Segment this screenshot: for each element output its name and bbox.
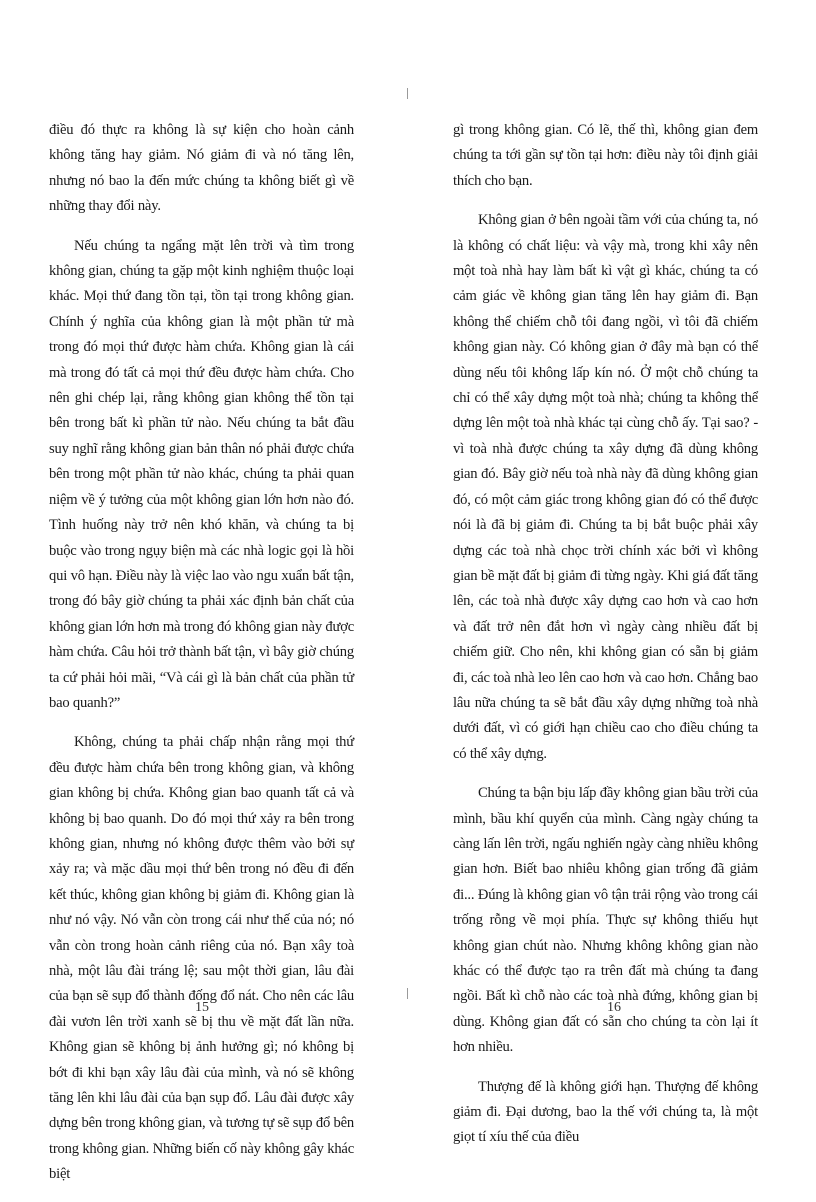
left-page-number: 15 — [195, 1000, 209, 1015]
gutter-mark-top — [407, 88, 408, 99]
left-paragraph-3: Không, chúng ta phải chấp nhận rằng mọi thứ đều được hàm chứa bên trong không gian, và không gian không bị chứa. Không gian bao quanh tất cả và không bị bao quanh. Do đó mọi thứ xảy ra bên trong không gian, nhưng nó không được thêm vào bởi sự xảy ra; và mặc dầu mọi thứ bên trong nó đều đi đến kết thúc, không gian không bị giảm đi. Không gian là như nó vậy. Nó vẫn còn trong cái như thế của nó; nó vẫn còn trong hoàn cảnh riêng của nó. Bạn xây toà nhà, một lâu đài tráng lệ; sau một thời gian, lâu đài của bạn sẽ sụp đổ thành đống đổ nát. Cho nên các lâu đài vươn lên trời xanh sẽ bị thu về mặt đất lần nữa. Không gian sẽ không bị ảnh hưởng gì; nó không bị bớt đi khi bạn xây lâu đài của mình, và nó sẽ không tăng lên khi lâu đài của bạn sụp đổ. Lâu đài được xây dựng bên trong không gian, và tương tự sẽ sụp đổ bên trong không gian. Những biến cố này không gây khác biệt — [49, 734, 354, 1183]
right-paragraph-2: Không gian ở bên ngoài tầm với của chúng ta, nó là không có chất liệu: và vậy mà, trong khi xây nên một toà nhà hay làm bất kì vật gì khác, chúng ta có cảm giác về không gian tăng lên hay giảm đi. Bạn không thể chiếm chỗ tôi đang ngồi, vì tôi đã chiếm không gian này. Có không gian ở đây mà bạn có thể dùng nếu tôi không lấp kín nó. Ở một chỗ chúng ta chỉ có thể xây dựng một toà nhà; chúng ta không thể dựng lên một toà nhà khác tại cùng chỗ ấy. Tại sao? - vì toà nhà được chúng ta xây dựng đã dùng không gian đó. Bây giờ nếu toà nhà này đã dùng không gian đó, có một cảm giác trong không gian đó có thể được nói là đã bị giảm đi. Chúng ta bị bắt buộc phải xây dựng các toà nhà chọc trời chính xác bởi vì không gian bề mặt đất bị giảm đi từng ngày. Khi giá đất tăng lên, các toà nhà được xây dựng cao hơn và cao hơn và đất trở nên đắt hơn vì ngày càng nhiều đất bị chiếm giữ. Cho nên, khi không gian có sẵn bị giảm đi, các toà nhà leo lên cao hơn và cao hơn. Chẳng bao lâu nữa chúng ta sẽ bắt đầu xây dựng những toà nhà dưới đất, vì có giới hạn chiều cao cho điều chúng ta có thể xây dựng. — [453, 212, 758, 762]
right-page-number: 16 — [607, 1000, 621, 1015]
right-paragraph-1: gì trong không gian. Có lẽ, thế thì, không gian đem chúng ta tới gần sự tồn tại hơn: điều này tôi định giải thích cho bạn. — [453, 122, 758, 189]
left-page-text — [49, 118, 354, 1202]
left-paragraph-1: điều đó thực ra không là sự kiện cho hoàn cảnh không tăng hay giảm. Nó giảm đi và nó tăng lên, nhưng nó bao la đến mức chúng ta không biết gì về những thay đổi này. — [49, 122, 354, 215]
right-paragraph-4: Thượng đế là không giới hạn. Thượng đế không giảm đi. Đại dương, bao la thế với chúng ta, là một giọt tí xíu thế của điều — [453, 1078, 758, 1146]
right-paragraph-3: Chúng ta bận bịu lấp đầy không gian bầu trời của mình, bầu khí quyển của mình. Càng ngày chúng ta càng lấn lên trời, ngấu nghiến ngày càng nhiều không gian hơn. Biết bao nhiêu không gian trống đã giảm đi... Đúng là không gian vô tận trải rộng vào trong cái trống rỗng về mọi phía. Thực sự không thiếu hụt không gian chút nào. Nhưng không không gian nào khác có thể được tạo ra trên đất mà chúng ta đang ngồi. Bất kì chỗ nào các toà nhà đứng, không gian bị dùng. Không gian đất có sẵn cho chúng ta còn lại ít hơn nhiều. — [453, 785, 758, 1056]
left-paragraph-2: Nếu chúng ta ngẩng mặt lên trời và tìm trong không gian, chúng ta gặp một kinh nghiệm thuộc loại khác. Mọi thứ đang tồn tại, tồn tại trong không gian. Chính ý nghĩa của không gian là một phần tử mà trong đó mọi thứ được hàm chứa. Không gian là cái mà trong đó tất cả mọi thứ đều được hàm chứa. Cho nên ghi chép lại, rằng không gian không thể tồn tại bên trong bất kì phần tử nào. Nếu chúng ta bắt đầu suy nghĩ rằng không gian bản thân nó phải được chứa bên trong một phần tử nào khác, chúng ta phải quan niệm về ý tưởng của một không gian lớn hơn nào đó. Tình huống này trở nên khó khăn, và chúng ta bị buộc vào trong ngụy biện mà các nhà logic gọi là hồi qui vô hạn. Điều này là việc lao vào ngu xuẩn bất tận, trong đó bây giờ chúng ta phải xác định bản chất của không gian lớn hơn mà trong đó không gian này được hàm chứa. Câu hỏi trở thành bất tận, vì bây giờ chúng ta cứ phải hỏi mãi, “Và cái gì là bản chất của phần tử bao quanh?” — [49, 237, 354, 711]
gutter-mark-bottom — [407, 988, 408, 999]
